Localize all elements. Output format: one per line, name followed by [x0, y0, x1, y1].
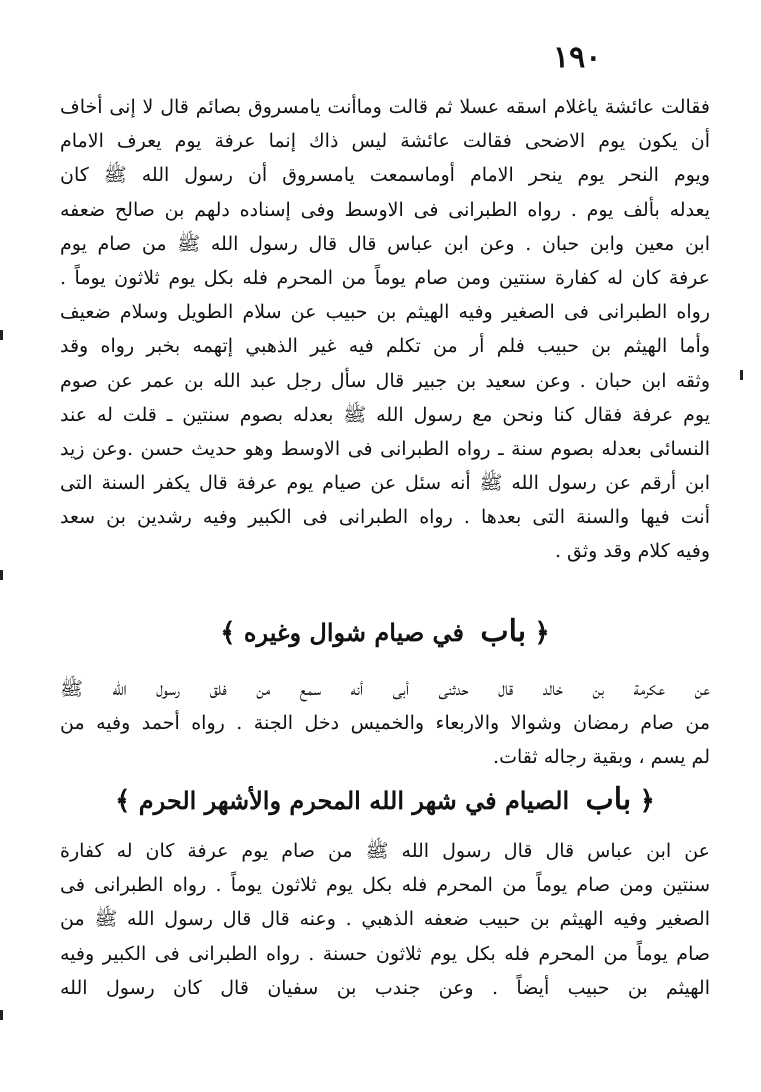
text-line: أنت فيها والسنة التى بعدها . رواه الطبرانى فى الكبير وفيه رشدين بن سعد [60, 506, 710, 529]
heading-open-bracket: ﴿ [534, 618, 550, 648]
text-line: ابن معين وابن حبان . وعن ابن عباس قال قال رسول الله ﷺ من صام يوم [60, 232, 710, 255]
heading-open-bracket: ﴿ [639, 786, 655, 816]
chapter-heading-muharram [60, 780, 710, 821]
paragraph-fasting-arafa [60, 90, 710, 569]
text-line: ويوم النحر يوم ينحر الامام أوماسمعت يامسروق أن رسول الله ﷺ كان [60, 164, 710, 187]
heading-bab-word: باب [480, 614, 527, 649]
text-line: وثقه ابن حبان . وعن سعيد بن جبير قال سأل رجل عبد الله بن عمر عن صوم [60, 369, 710, 392]
chapter-heading-shawwal [60, 612, 710, 653]
text-line: وأما الهيثم بن حبيب فلم أر من تكلم فيه غير الذهبي إتهمه بخبر رواه وقد [60, 335, 710, 358]
scan-margin-mark [740, 370, 743, 380]
scan-margin-mark [0, 330, 3, 340]
text-line: يعدله بألف يوم . رواه الطبرانى فى الاوسط وفى إسناده دلهم بن صالح ضعفه [60, 198, 710, 221]
heading-bab-word: باب [585, 782, 632, 817]
paragraph-shawwal [60, 672, 710, 775]
heading-title: الصيام في شهر الله المحرم والأشهر الحرم [138, 786, 570, 815]
heading-title: في صيام شوال وغيره [243, 618, 465, 647]
heading-close-bracket: ﴾ [115, 786, 131, 816]
scan-margin-mark [0, 1010, 3, 1020]
text-line: الهيثم بن حبيب أيضاً . وعن جندب بن سفيان قال كان رسول الله [60, 976, 710, 999]
text-line: وفيه كلام وقد وثق . [554, 540, 710, 563]
text-line: ابن أرقم عن رسول الله ﷺ أنه سئل عن صيام يوم عرفة قال يكفر السنة التى [60, 472, 710, 495]
text-line: عن ابن عباس قال قال رسول الله ﷺ من صام يوم عرفة كان له كفارة [60, 840, 710, 862]
text-line: الصغير وفيه الهيثم بن حبيب ضعفه الذهبي . وعنه قال قال رسول الله ﷺ من [60, 908, 710, 931]
page-number: ١٩٠ [553, 40, 602, 75]
heading-close-bracket: ﴾ [220, 618, 236, 648]
text-line: فقالت عائشة ياغلام اسقه عسلا ثم قالت وماأنت يامسروق بصائم قال لا إنى أخاف [60, 96, 710, 118]
text-line: رواه الطبرانى فى الصغير وفيه الهيثم بن حبيب عن سلام الطويل وسلام ضعيف [60, 301, 710, 324]
text-line: عرفة كان له كفارة سنتين ومن صام يوماً من المحرم فله بكل يوم ثلاثون يوماً . [60, 266, 710, 289]
text-line: لم يسم ، وبقية رجاله ثقات. [493, 746, 710, 769]
text-line: صام يوماً من المحرم فله بكل يوم ثلاثون حسنة . رواه الطبرانى فى الكبير وفيه [60, 942, 710, 965]
text-line: يوم عرفة فقال كنا ونحن مع رسول الله ﷺ بعدله بصوم سنتين ـ قلت له عند [60, 403, 710, 426]
text-line: سنتين ومن صام يوماً من المحرم فله بكل يوم ثلاثون يوماً . رواه الطبرانى فى [60, 874, 710, 897]
scan-margin-mark [0, 570, 3, 580]
text-line: أن يكون يوم الاضحى فقالت عائشة ليس ذاك إنما عرفة يوم يعرف الامام [60, 130, 710, 153]
text-line: النسائى بعدله بصوم سنة ـ رواه الطبرانى فى الاوسط وهو حديث حسن .وعن زيد [60, 437, 710, 460]
text-line: عن عكرمة بن خالد قال حدثنى أبى أنه سمع من فلق رسول الله ﷺ [60, 678, 710, 700]
paragraph-muharram [60, 834, 710, 1005]
text-line: من صام رمضان وشوالا والاربعاء والخميس دخل الجنة . رواه أحمد وفيه من [60, 712, 710, 735]
